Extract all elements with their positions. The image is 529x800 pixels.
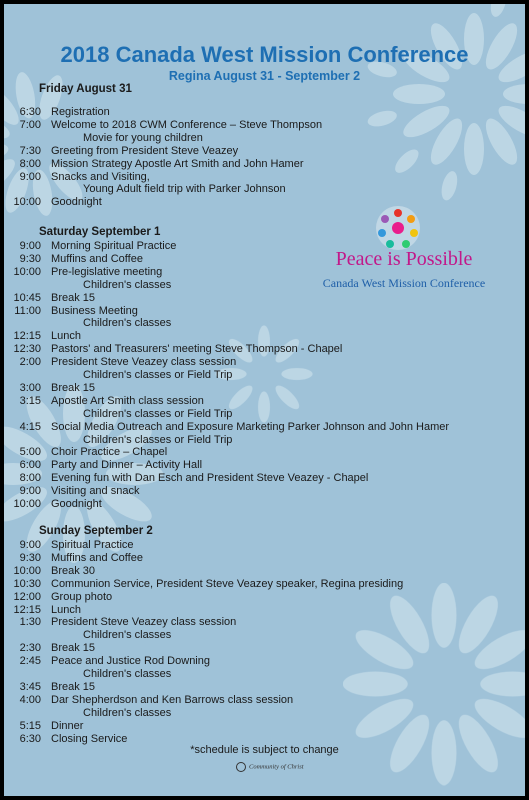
schedule-event: Pastors' and Treasurers' meeting Steve Thompson - Chapel — [51, 343, 343, 356]
schedule-subline: Children's classes — [83, 668, 172, 680]
schedule-event: Lunch — [51, 330, 81, 343]
schedule-time: 9:30 — [19, 551, 41, 564]
schedule-time: 9:30 — [19, 252, 41, 265]
schedule-event: Break 15 — [51, 291, 96, 304]
schedule-time: 4:15 — [19, 420, 41, 433]
schedule-event: Dinner — [51, 719, 84, 732]
schedule-note: *schedule is subject to change — [190, 744, 339, 756]
schedule-time: 5:15 — [19, 719, 41, 732]
schedule-time: 9:00 — [19, 240, 41, 252]
schedule-subline: Children's classes or Field Trip — [83, 433, 233, 446]
tagline-subtitle: Canada West Mission Conference — [322, 276, 486, 290]
schedule-subline: Children's classes — [83, 278, 172, 291]
schedule-time: 10:00 — [13, 564, 41, 577]
schedule-subline: Children's classes or Field Trip — [83, 369, 233, 381]
schedule-event: Evening fun with Dan Esch and President Steve Veazey - Chapel — [51, 472, 369, 485]
schedule-event: Muffins and Coffee — [51, 252, 143, 265]
schedule-time: 12:00 — [13, 590, 41, 603]
schedule-event: Social Media Outreach and Exposure Marketing Parker Johnson and John Hamer — [51, 420, 450, 433]
schedule-event: Snacks and Visiting, — [51, 170, 150, 183]
schedule-event: Peace and Justice Rod Downing — [51, 655, 210, 668]
schedule-time: 10:45 — [13, 291, 41, 304]
day-heading: Saturday September 1 — [39, 226, 161, 238]
schedule-time: 10:00 — [13, 196, 41, 209]
schedule-event: Goodnight — [51, 196, 102, 209]
footer-logo — [236, 762, 304, 772]
poster — [4, 4, 525, 796]
schedule-subline: Children's classes — [83, 629, 172, 642]
schedule-time: 9:00 — [19, 539, 41, 551]
schedule-time: 2:30 — [19, 642, 41, 655]
schedule-event: Break 15 — [51, 381, 96, 394]
schedule-time: 5:00 — [19, 446, 41, 459]
schedule-time: 4:00 — [19, 693, 41, 706]
schedule-event: Spiritual Practice — [51, 539, 134, 551]
schedule-event: Visiting and snack — [51, 485, 140, 498]
day-heading: Friday August 31 — [39, 83, 132, 95]
schedule-time: 7:30 — [19, 144, 41, 157]
schedule-event: Closing Service — [51, 732, 128, 745]
schedule-time: 10:30 — [13, 577, 41, 590]
schedule-subline: Children's classes — [83, 317, 172, 330]
schedule-event: Goodnight — [51, 498, 102, 510]
schedule-time: 3:15 — [19, 394, 41, 407]
schedule-subline: Children's classes or Field Trip — [83, 407, 233, 420]
schedule-event: Break 30 — [51, 564, 96, 577]
schedule-event: Break 15 — [51, 680, 96, 693]
schedule-subline: Young Adult field trip with Parker Johnson — [83, 183, 286, 196]
schedule-event: President Steve Veazey class session — [51, 616, 237, 629]
tagline: Peace is Possible — [335, 248, 473, 270]
footer-logo-text: Community of Christ — [249, 763, 304, 771]
page-subtitle: Regina August 31 - September 2 — [168, 69, 361, 83]
schedule-time: 6:00 — [19, 459, 41, 472]
schedule-time: 11:00 — [14, 304, 41, 317]
schedule-event: Communion Service, President Steve Veazey speaker, Regina presiding — [51, 577, 404, 590]
schedule-event: Party and Dinner – Activity Hall — [51, 459, 203, 472]
schedule-time: 8:00 — [19, 472, 41, 485]
day-heading: Sunday September 2 — [39, 525, 153, 537]
schedule-time: 1:30 — [19, 616, 41, 629]
schedule-event: President Steve Veazey class session — [51, 356, 237, 369]
schedule-subline: Movie for young children — [83, 131, 203, 144]
schedule-event: Group photo — [51, 590, 113, 603]
schedule-time: 9:00 — [19, 485, 41, 498]
community-of-christ-icon — [236, 762, 246, 772]
schedule-time: 12:30 — [13, 343, 41, 356]
schedule-time: 2:00 — [19, 356, 41, 369]
schedule-time: 6:30 — [19, 106, 41, 118]
schedule-event: Break 15 — [51, 642, 96, 655]
schedule-time: 12:15 — [13, 330, 41, 343]
schedule-subline: Children's classes — [83, 706, 172, 719]
schedule-event: Welcome to 2018 CWM Conference – Steve Thompson — [51, 118, 323, 131]
schedule-time: 6:30 — [19, 732, 41, 745]
schedule-event: Lunch — [51, 603, 81, 616]
schedule-event: Morning Spiritual Practice — [51, 240, 177, 252]
schedule-time: 2:45 — [19, 655, 41, 668]
schedule-time: 9:00 — [19, 170, 41, 183]
schedule-time: 10:00 — [13, 265, 41, 278]
schedule-time: 10:00 — [13, 498, 41, 510]
schedule-event: Registration — [51, 106, 110, 118]
schedule-event: Greeting from President Steve Veazey — [51, 144, 239, 157]
schedule-time: 7:00 — [19, 118, 41, 131]
schedule-time: 12:15 — [13, 603, 41, 616]
peace-logo-icon — [375, 205, 421, 251]
schedule-event: Business Meeting — [51, 304, 138, 317]
schedule-time: 3:00 — [19, 381, 41, 394]
schedule-event: Mission Strategy Apostle Art Smith and John Hamer — [51, 157, 304, 170]
page-title: 2018 Canada West Mission Conference — [60, 42, 469, 67]
schedule-event: Choir Practice – Chapel — [51, 446, 168, 459]
schedule-event: Apostle Art Smith class session — [51, 394, 204, 407]
schedule-event: Dar Shepherdson and Ken Barrows class session — [51, 693, 294, 706]
schedule-time: 8:00 — [19, 157, 41, 170]
schedule-time: 3:45 — [19, 680, 41, 693]
schedule-event: Muffins and Coffee — [51, 551, 143, 564]
schedule-event: Pre-legislative meeting — [51, 265, 163, 278]
